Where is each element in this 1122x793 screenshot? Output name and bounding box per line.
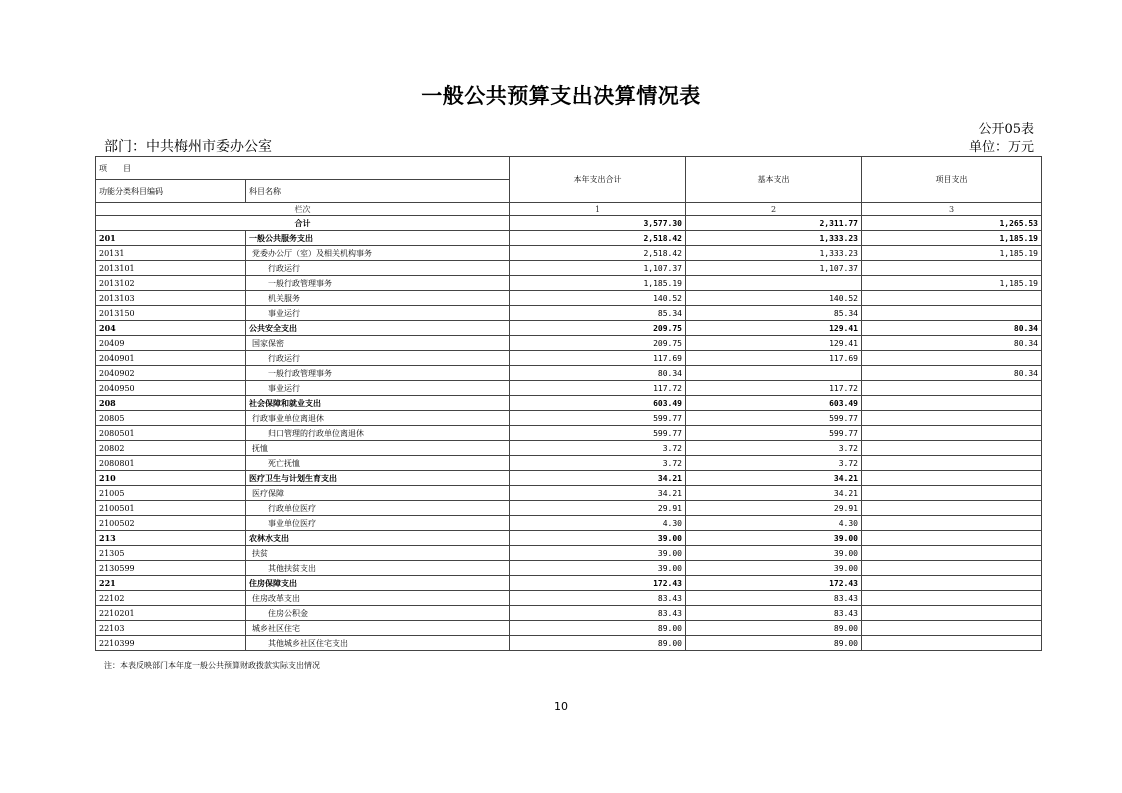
row-name: 归口管理的行政单位离退休 bbox=[246, 426, 510, 441]
row-name: 行政单位医疗 bbox=[246, 501, 510, 516]
row-total: 3.72 bbox=[510, 441, 686, 456]
row-total: 4.30 bbox=[510, 516, 686, 531]
row-code: 22102 bbox=[96, 591, 246, 606]
header-total: 本年支出合计 bbox=[510, 157, 686, 203]
row-basic: 1,107.37 bbox=[686, 261, 862, 276]
table-row bbox=[96, 486, 1042, 501]
row-basic: 599.77 bbox=[686, 411, 862, 426]
row-basic: 34.21 bbox=[686, 471, 862, 486]
row-project bbox=[862, 381, 1042, 396]
row-code: 2013101 bbox=[96, 261, 246, 276]
row-total: 1,185.19 bbox=[510, 276, 686, 291]
row-basic: 39.00 bbox=[686, 546, 862, 561]
row-project: 80.34 bbox=[862, 366, 1042, 381]
row-project: 80.34 bbox=[862, 336, 1042, 351]
table-row bbox=[96, 501, 1042, 516]
column-number-1: 1 bbox=[510, 203, 686, 216]
row-name: 行政运行 bbox=[246, 261, 510, 276]
row-code: 2013102 bbox=[96, 276, 246, 291]
row-name: 其他城乡社区住宅支出 bbox=[246, 636, 510, 651]
row-project bbox=[862, 576, 1042, 591]
row-basic: 3.72 bbox=[686, 456, 862, 471]
row-name: 公共安全支出 bbox=[246, 321, 510, 336]
table-row bbox=[96, 231, 1042, 246]
row-code: 221 bbox=[96, 576, 246, 591]
row-name: 住房改革支出 bbox=[246, 591, 510, 606]
table-row bbox=[96, 561, 1042, 576]
row-name: 国家保密 bbox=[246, 336, 510, 351]
row-code: 2040950 bbox=[96, 381, 246, 396]
row-total: 599.77 bbox=[510, 426, 686, 441]
row-project bbox=[862, 531, 1042, 546]
row-basic: 1,333.23 bbox=[686, 231, 862, 246]
row-name: 扶贫 bbox=[246, 546, 510, 561]
row-basic: 129.41 bbox=[686, 321, 862, 336]
row-basic bbox=[686, 366, 862, 381]
row-basic: 172.43 bbox=[686, 576, 862, 591]
row-total: 89.00 bbox=[510, 621, 686, 636]
row-code: 204 bbox=[96, 321, 246, 336]
table-row bbox=[96, 441, 1042, 456]
row-project bbox=[862, 516, 1042, 531]
row-code: 20802 bbox=[96, 441, 246, 456]
table-row bbox=[96, 426, 1042, 441]
row-total: 34.21 bbox=[510, 471, 686, 486]
row-name: 医疗卫生与计划生育支出 bbox=[246, 471, 510, 486]
table-row bbox=[96, 546, 1042, 561]
row-basic: 117.69 bbox=[686, 351, 862, 366]
header-code: 功能分类科目编码 bbox=[96, 180, 246, 203]
row-name: 住房保障支出 bbox=[246, 576, 510, 591]
row-basic: 89.00 bbox=[686, 621, 862, 636]
row-project: 80.34 bbox=[862, 321, 1042, 336]
form-number: 公开05表 bbox=[978, 122, 1034, 137]
row-total: 39.00 bbox=[510, 561, 686, 576]
row-code: 2040901 bbox=[96, 351, 246, 366]
table-row bbox=[96, 246, 1042, 261]
row-code: 210 bbox=[96, 471, 246, 486]
table-row bbox=[96, 606, 1042, 621]
row-name: 事业单位医疗 bbox=[246, 516, 510, 531]
row-total: 2,518.42 bbox=[510, 231, 686, 246]
row-basic: 83.43 bbox=[686, 591, 862, 606]
row-project bbox=[862, 456, 1042, 471]
row-project bbox=[862, 411, 1042, 426]
row-code: 2210399 bbox=[96, 636, 246, 651]
table-row bbox=[96, 636, 1042, 651]
row-total: 29.91 bbox=[510, 501, 686, 516]
row-basic: 599.77 bbox=[686, 426, 862, 441]
row-code: 2013150 bbox=[96, 306, 246, 321]
row-name: 事业运行 bbox=[246, 381, 510, 396]
row-basic: 39.00 bbox=[686, 531, 862, 546]
expenditure-table bbox=[95, 156, 1042, 651]
row-name: 社会保障和就业支出 bbox=[246, 396, 510, 411]
row-name: 一般行政管理事务 bbox=[246, 276, 510, 291]
column-number-3: 3 bbox=[862, 203, 1042, 216]
row-name: 医疗保障 bbox=[246, 486, 510, 501]
page-number: 10 bbox=[554, 700, 568, 713]
row-project: 1,185.19 bbox=[862, 276, 1042, 291]
row-basic: 39.00 bbox=[686, 561, 862, 576]
table-row bbox=[96, 291, 1042, 306]
row-basic: 29.91 bbox=[686, 501, 862, 516]
table-row bbox=[96, 306, 1042, 321]
column-number-2: 2 bbox=[686, 203, 862, 216]
row-basic: 89.00 bbox=[686, 636, 862, 651]
row-project bbox=[862, 351, 1042, 366]
row-basic: 1,333.23 bbox=[686, 246, 862, 261]
row-code: 2130599 bbox=[96, 561, 246, 576]
table-row bbox=[96, 456, 1042, 471]
row-project bbox=[862, 546, 1042, 561]
row-basic: 85.34 bbox=[686, 306, 862, 321]
row-name: 其他扶贫支出 bbox=[246, 561, 510, 576]
row-project bbox=[862, 426, 1042, 441]
row-project bbox=[862, 621, 1042, 636]
row-code: 21005 bbox=[96, 486, 246, 501]
table-row bbox=[96, 381, 1042, 396]
row-code: 2040902 bbox=[96, 366, 246, 381]
total-row-total: 3,577.30 bbox=[510, 216, 686, 231]
row-code: 20131 bbox=[96, 246, 246, 261]
row-basic: 129.41 bbox=[686, 336, 862, 351]
unit-label: 单位：万元 bbox=[968, 140, 1034, 155]
row-total: 83.43 bbox=[510, 606, 686, 621]
row-code: 20805 bbox=[96, 411, 246, 426]
row-code: 2100501 bbox=[96, 501, 246, 516]
row-name: 死亡抚恤 bbox=[246, 456, 510, 471]
row-name: 一般公共服务支出 bbox=[246, 231, 510, 246]
row-project bbox=[862, 471, 1042, 486]
row-project bbox=[862, 396, 1042, 411]
row-total: 172.43 bbox=[510, 576, 686, 591]
row-total: 3.72 bbox=[510, 456, 686, 471]
row-basic bbox=[686, 276, 862, 291]
table-row bbox=[96, 516, 1042, 531]
row-total: 39.00 bbox=[510, 546, 686, 561]
row-total: 140.52 bbox=[510, 291, 686, 306]
row-code: 2013103 bbox=[96, 291, 246, 306]
table-row bbox=[96, 276, 1042, 291]
table-row bbox=[96, 531, 1042, 546]
row-total: 85.34 bbox=[510, 306, 686, 321]
row-project bbox=[862, 561, 1042, 576]
row-total: 599.77 bbox=[510, 411, 686, 426]
row-basic: 140.52 bbox=[686, 291, 862, 306]
table-row bbox=[96, 471, 1042, 486]
row-basic: 4.30 bbox=[686, 516, 862, 531]
header-rownum: 栏次 bbox=[96, 203, 510, 216]
table-row bbox=[96, 621, 1042, 636]
row-code: 208 bbox=[96, 396, 246, 411]
row-project: 1,185.19 bbox=[862, 231, 1042, 246]
table-row bbox=[96, 366, 1042, 381]
row-project bbox=[862, 306, 1042, 321]
row-total: 2,518.42 bbox=[510, 246, 686, 261]
header-name: 科目名称 bbox=[246, 180, 510, 203]
row-code: 2210201 bbox=[96, 606, 246, 621]
row-name: 机关服务 bbox=[246, 291, 510, 306]
row-total: 117.72 bbox=[510, 381, 686, 396]
row-project bbox=[862, 291, 1042, 306]
row-name: 党委办公厅（室）及相关机构事务 bbox=[246, 246, 510, 261]
row-code: 22103 bbox=[96, 621, 246, 636]
row-code: 21305 bbox=[96, 546, 246, 561]
row-name: 一般行政管理事务 bbox=[246, 366, 510, 381]
page-title: 一般公共预算支出决算情况表 bbox=[421, 83, 701, 108]
row-project: 1,185.19 bbox=[862, 246, 1042, 261]
table-row bbox=[96, 261, 1042, 276]
row-total: 39.00 bbox=[510, 531, 686, 546]
header-project: 项目支出 bbox=[862, 157, 1042, 203]
table-row bbox=[96, 351, 1042, 366]
row-code: 20409 bbox=[96, 336, 246, 351]
row-total: 80.34 bbox=[510, 366, 686, 381]
table-row bbox=[96, 336, 1042, 351]
row-basic: 83.43 bbox=[686, 606, 862, 621]
header-basic: 基本支出 bbox=[686, 157, 862, 203]
row-name: 行政事业单位离退休 bbox=[246, 411, 510, 426]
row-name: 事业运行 bbox=[246, 306, 510, 321]
department-label: 部门：中共梅州市委办公室 bbox=[104, 139, 272, 155]
row-basic: 3.72 bbox=[686, 441, 862, 456]
row-total: 83.43 bbox=[510, 591, 686, 606]
total-row-label: 合计 bbox=[96, 216, 510, 231]
row-name: 抚恤 bbox=[246, 441, 510, 456]
row-project bbox=[862, 636, 1042, 651]
footnote: 注：本表反映部门本年度一般公共预算财政拨款实际支出情况 bbox=[104, 661, 320, 670]
row-basic: 34.21 bbox=[686, 486, 862, 501]
row-project bbox=[862, 441, 1042, 456]
row-total: 603.49 bbox=[510, 396, 686, 411]
row-total: 1,107.37 bbox=[510, 261, 686, 276]
table-row bbox=[96, 591, 1042, 606]
total-row-basic: 2,311.77 bbox=[686, 216, 862, 231]
row-project bbox=[862, 261, 1042, 276]
row-total: 209.75 bbox=[510, 336, 686, 351]
row-basic: 603.49 bbox=[686, 396, 862, 411]
table-row bbox=[96, 576, 1042, 591]
total-row-project: 1,265.53 bbox=[862, 216, 1042, 231]
row-code: 2100502 bbox=[96, 516, 246, 531]
table-row bbox=[96, 396, 1042, 411]
row-name: 农林水支出 bbox=[246, 531, 510, 546]
row-project bbox=[862, 486, 1042, 501]
table-row bbox=[96, 411, 1042, 426]
header-item: 项 目 bbox=[96, 157, 510, 180]
row-code: 201 bbox=[96, 231, 246, 246]
row-project bbox=[862, 501, 1042, 516]
row-project bbox=[862, 591, 1042, 606]
row-name: 城乡社区住宅 bbox=[246, 621, 510, 636]
row-code: 213 bbox=[96, 531, 246, 546]
row-code: 2080801 bbox=[96, 456, 246, 471]
row-basic: 117.72 bbox=[686, 381, 862, 396]
row-project bbox=[862, 606, 1042, 621]
row-code: 2080501 bbox=[96, 426, 246, 441]
row-name: 住房公积金 bbox=[246, 606, 510, 621]
row-name: 行政运行 bbox=[246, 351, 510, 366]
row-total: 34.21 bbox=[510, 486, 686, 501]
row-total: 117.69 bbox=[510, 351, 686, 366]
row-total: 209.75 bbox=[510, 321, 686, 336]
row-total: 89.00 bbox=[510, 636, 686, 651]
table-row bbox=[96, 321, 1042, 336]
